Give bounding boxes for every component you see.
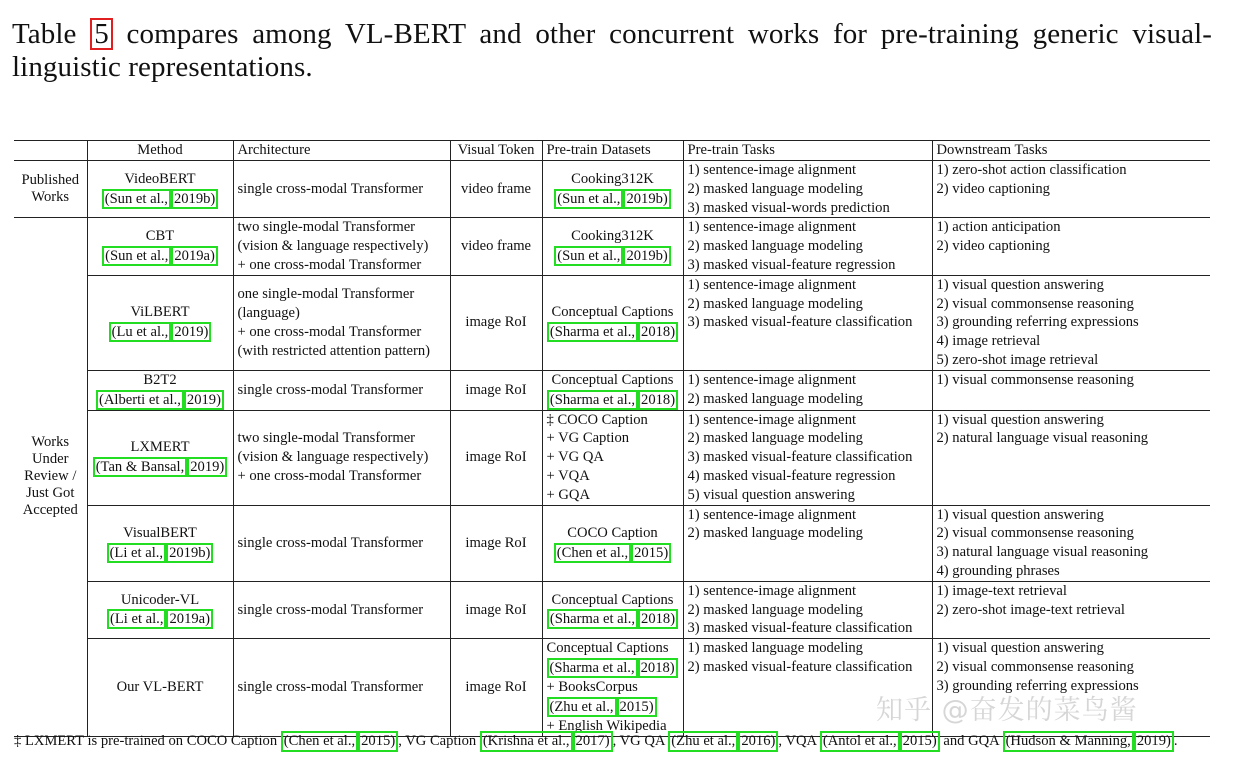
visual-token-cell: video frame [450, 161, 542, 218]
visual-token-cell: image RoI [450, 370, 542, 410]
pretrain-task: 1) sentence-image alignment [687, 371, 857, 388]
table-row [14, 218, 1210, 275]
group-under-review: Works Under Review / Just Got Accepted [14, 218, 87, 736]
citation-link[interactable]: (Sharma et al., [547, 322, 638, 342]
dataset-name: + VG Caption [546, 430, 630, 447]
pretrain-task: 4) masked visual-feature regression [687, 467, 896, 484]
footnote-text: and GQA [939, 733, 1003, 749]
architecture-line: + one cross-modal Transformer [237, 256, 422, 273]
architecture-line: one single-modal Transformer [237, 286, 415, 303]
architecture-line: single cross-modal Transformer [237, 534, 424, 551]
downstream-tasks-cell [932, 505, 1210, 581]
architecture-line: single cross-modal Transformer [237, 381, 424, 398]
table-row [14, 410, 1210, 505]
datasets-cell [542, 218, 683, 275]
architecture-line: (language) [237, 304, 300, 321]
table-row [14, 275, 1210, 370]
pretrain-task: 1) sentence-image alignment [687, 162, 857, 178]
dataset-name: COCO Caption [567, 524, 658, 541]
datasets-cell [542, 161, 683, 218]
architecture-cell [233, 275, 450, 370]
method-cell [87, 505, 233, 581]
dataset-name: + BooksCorpus [546, 678, 638, 695]
footnote-text: , VQA [778, 733, 820, 749]
pretrain-task: 2) masked language modeling [687, 180, 863, 197]
citation-year-link[interactable]: 2018) [638, 609, 678, 629]
downstream-task: 2) video captioning [936, 180, 1050, 197]
pretrain-task: 2) masked visual-feature classification [687, 658, 913, 675]
architecture-cell [233, 581, 450, 638]
dataset-name: Conceptual Captions [551, 591, 674, 608]
table-reference-link[interactable]: 5 [90, 18, 113, 50]
pretrain-task: 1) sentence-image alignment [687, 411, 857, 428]
architecture-cell [233, 218, 450, 275]
method-name: Unicoder-VL [120, 591, 200, 608]
citation-year-link[interactable]: 2019b) [623, 246, 670, 266]
pretrain-task: 3) masked visual-feature classification [687, 314, 913, 331]
footnote-text: ‡ LXMERT is pre-trained on COCO Caption [14, 733, 281, 749]
header-pretrain-datasets: Pre-train Datasets [542, 141, 683, 161]
citation-link[interactable]: (Sun et al., [102, 189, 171, 209]
architecture-line: single cross-modal Transformer [237, 601, 424, 618]
table-row [14, 370, 1210, 410]
datasets-cell [542, 581, 683, 638]
table-header-row [14, 141, 1210, 161]
dataset-name: Cooking312K [571, 170, 654, 187]
citation-year-link[interactable]: 2019b) [171, 189, 218, 209]
downstream-task: 1) visual question answering [936, 276, 1104, 293]
downstream-task: 1) visual question answering [936, 640, 1104, 657]
visual-token-cell: video frame [450, 218, 542, 275]
citation-link[interactable]: (Krishna et al., [480, 731, 573, 752]
footnote-text: . [1173, 733, 1178, 749]
downstream-task: 2) visual commonsense reasoning [936, 658, 1134, 675]
architecture-cell [233, 505, 450, 581]
method-name: VideoBERT [124, 170, 196, 187]
downstream-tasks-cell [932, 218, 1210, 275]
header-downstream-tasks: Downstream Tasks [932, 141, 1210, 161]
citation-year-link[interactable]: 2019b) [623, 189, 670, 209]
footnote-text: , VG QA [612, 733, 669, 749]
method-name: Our VL-BERT [116, 678, 204, 695]
downstream-task: 3) grounding referring expressions [936, 314, 1139, 331]
citation-year-link[interactable]: 2019a) [171, 246, 218, 266]
downstream-tasks-cell [932, 275, 1210, 370]
visual-token-cell: image RoI [450, 581, 542, 638]
method-cell [87, 370, 233, 410]
citation-year-link[interactable]: 2015) [617, 697, 657, 717]
pretrain-tasks-cell [683, 218, 932, 275]
header-pretrain-tasks: Pre-train Tasks [683, 141, 932, 161]
downstream-tasks-cell [932, 370, 1210, 410]
downstream-tasks-cell [932, 161, 1210, 218]
pretrain-task: 1) sentence-image alignment [687, 276, 857, 293]
pretrain-task: 3) masked visual-words prediction [687, 199, 890, 216]
citation-link[interactable]: (Hudson & Manning, [1003, 731, 1134, 752]
visual-token-cell: image RoI [450, 639, 542, 736]
citation-year-link[interactable]: 2015) [358, 731, 398, 752]
citation-year-link[interactable]: 2019) [187, 457, 227, 477]
architecture-cell [233, 370, 450, 410]
architecture-cell [233, 639, 450, 736]
intro-text-end: compares among VL-BERT and other concurrent works for pre-training generic visual-linguistic representations. [12, 18, 1212, 83]
table-row [14, 581, 1210, 638]
method-name: B2T2 [143, 371, 177, 388]
header-method: Method [87, 141, 233, 161]
downstream-task: 2) visual commonsense reasoning [936, 525, 1134, 542]
dataset-name: + VQA [546, 467, 590, 484]
citation-link[interactable]: (Lu et al., [109, 322, 172, 342]
citation-year-link[interactable]: 2019) [1134, 731, 1174, 752]
group-published: Published Works [14, 161, 87, 218]
architecture-line: (vision & language respectively) [237, 449, 429, 466]
method-cell [87, 639, 233, 736]
downstream-task: 3) natural language visual reasoning [936, 544, 1149, 561]
downstream-task: 1) zero-shot action classification [936, 162, 1127, 178]
citation-year-link[interactable]: 2016) [738, 731, 778, 752]
citation-link[interactable]: (Li et al., [107, 609, 167, 629]
pretrain-task: 1) sentence-image alignment [687, 219, 857, 236]
dataset-name: Cooking312K [571, 228, 654, 245]
downstream-task: 2) video captioning [936, 238, 1050, 255]
citation-year-link[interactable]: 2019) [184, 390, 224, 410]
pretrain-tasks-cell [683, 505, 932, 581]
header-architecture: Architecture [233, 141, 450, 161]
pretrain-tasks-cell [683, 275, 932, 370]
dataset-name: ‡ COCO Caption [546, 411, 648, 428]
citation-link[interactable]: (Sharma et al., [547, 658, 638, 678]
table-footnote [14, 731, 1244, 752]
method-cell [87, 581, 233, 638]
citation-link[interactable]: (Zhu et al., [668, 731, 738, 752]
datasets-cell [542, 639, 683, 736]
citation-year-link[interactable]: 2018) [638, 322, 678, 342]
intro-text-start: Table [12, 18, 91, 50]
architecture-line: (vision & language respectively) [237, 238, 429, 255]
visual-token-cell: image RoI [450, 410, 542, 505]
downstream-task: 5) zero-shot image retrieval [936, 351, 1099, 368]
pretrain-task: 2) masked language modeling [687, 238, 863, 255]
pretrain-task: 2) masked language modeling [687, 601, 863, 618]
method-cell [87, 410, 233, 505]
comparison-table [14, 140, 1210, 737]
downstream-task: 2) visual commonsense reasoning [936, 295, 1134, 312]
architecture-line: (with restricted attention pattern) [237, 342, 430, 359]
citation-link[interactable]: (Sharma et al., [547, 390, 638, 410]
datasets-cell [542, 505, 683, 581]
header-visual-token: Visual Token [450, 141, 542, 161]
architecture-cell [233, 410, 450, 505]
method-name: ViLBERT [130, 304, 190, 321]
pretrain-task: 2) masked language modeling [687, 295, 863, 312]
pretrain-tasks-cell [683, 370, 932, 410]
visual-token-cell: image RoI [450, 505, 542, 581]
downstream-task: 1) visual question answering [936, 411, 1104, 428]
citation-year-link[interactable]: 2015) [631, 543, 671, 563]
citation-year-link[interactable]: 2019b) [166, 543, 213, 563]
architecture-line: two single-modal Transformer [237, 430, 416, 447]
method-name: VisualBERT [123, 524, 197, 541]
method-name: LXMERT [130, 439, 190, 456]
pretrain-task: 3) masked visual-feature regression [687, 256, 896, 273]
dataset-name: Conceptual Captions [551, 304, 674, 321]
pretrain-task: 3) masked visual-feature classification [687, 620, 913, 637]
pretrain-task: 1) sentence-image alignment [687, 506, 857, 523]
citation-year-link[interactable]: 2019a) [166, 609, 213, 629]
pretrain-tasks-cell [683, 410, 932, 505]
dataset-name: Conceptual Captions [551, 371, 674, 388]
dataset-name: Conceptual Captions [546, 640, 669, 657]
downstream-task: 1) action anticipation [936, 219, 1061, 236]
intro-paragraph [12, 18, 1212, 84]
dataset-name: + English Wikipedia [546, 717, 667, 734]
citation-link[interactable]: (Sun et al., [554, 189, 623, 209]
datasets-cell [542, 410, 683, 505]
downstream-task: 1) visual commonsense reasoning [936, 371, 1134, 388]
pretrain-tasks-cell [683, 581, 932, 638]
pretrain-task: 2) masked language modeling [687, 430, 863, 447]
architecture-line: two single-modal Transformer [237, 219, 416, 236]
citation-link[interactable]: (Sun et al., [554, 246, 623, 266]
header-group [14, 141, 87, 161]
architecture-line: single cross-modal Transformer [237, 180, 424, 197]
citation-year-link[interactable]: 2015) [900, 731, 940, 752]
datasets-cell [542, 275, 683, 370]
architecture-line: single cross-modal Transformer [237, 678, 424, 695]
citation-link[interactable]: (Chen et al., [554, 543, 631, 563]
downstream-tasks-cell [932, 581, 1210, 638]
architecture-line: + one cross-modal Transformer [237, 467, 422, 484]
pretrain-tasks-cell [683, 161, 932, 218]
dataset-name: + VG QA [546, 449, 604, 466]
citation-link[interactable]: (Zhu et al., [547, 697, 617, 717]
pretrain-task: 2) masked language modeling [687, 525, 863, 542]
downstream-task: 1) image-text retrieval [936, 582, 1067, 599]
citation-year-link[interactable]: 2019) [171, 322, 211, 342]
citation-link[interactable]: (Tan & Bansal, [93, 457, 188, 477]
dataset-name: + GQA [546, 486, 590, 503]
downstream-tasks-cell [932, 410, 1210, 505]
pretrain-task: 1) sentence-image alignment [687, 582, 857, 599]
citation-year-link[interactable]: 2018) [638, 658, 678, 678]
pretrain-task: 2) masked language modeling [687, 390, 863, 407]
citation-link[interactable]: (Alberti et al., [96, 390, 184, 410]
method-cell [87, 275, 233, 370]
citation-link[interactable]: (Sun et al., [102, 246, 171, 266]
architecture-cell [233, 161, 450, 218]
downstream-task: 2) natural language visual reasoning [936, 430, 1149, 447]
pretrain-task: 3) masked visual-feature classification [687, 449, 913, 466]
citation-link[interactable]: (Chen et al., [281, 731, 358, 752]
downstream-task: 4) grounding phrases [936, 562, 1060, 579]
visual-token-cell: image RoI [450, 275, 542, 370]
downstream-task: 4) image retrieval [936, 333, 1041, 350]
citation-link[interactable]: (Antol et al., [820, 731, 900, 752]
pretrain-task: 5) visual question answering [687, 486, 855, 503]
citation-year-link[interactable]: 2018) [638, 390, 678, 410]
zhihu-watermark: 知乎 @奋发的菜鸟酱 [876, 695, 1138, 726]
datasets-cell [542, 370, 683, 410]
architecture-line: + one cross-modal Transformer [237, 323, 422, 340]
pretrain-task: 1) masked language modeling [687, 640, 863, 657]
citation-link[interactable]: (Li et al., [107, 543, 167, 563]
downstream-task: 2) zero-shot image-text retrieval [936, 601, 1125, 618]
citation-link[interactable]: (Sharma et al., [547, 609, 638, 629]
footnote-text: , VG Caption [398, 733, 480, 749]
citation-year-link[interactable]: 2017) [573, 731, 613, 752]
table-row [14, 161, 1210, 218]
method-cell [87, 218, 233, 275]
method-name: CBT [145, 228, 175, 245]
method-cell [87, 161, 233, 218]
downstream-task: 3) grounding referring expressions [936, 677, 1139, 694]
table-row [14, 505, 1210, 581]
downstream-task: 1) visual question answering [936, 506, 1104, 523]
